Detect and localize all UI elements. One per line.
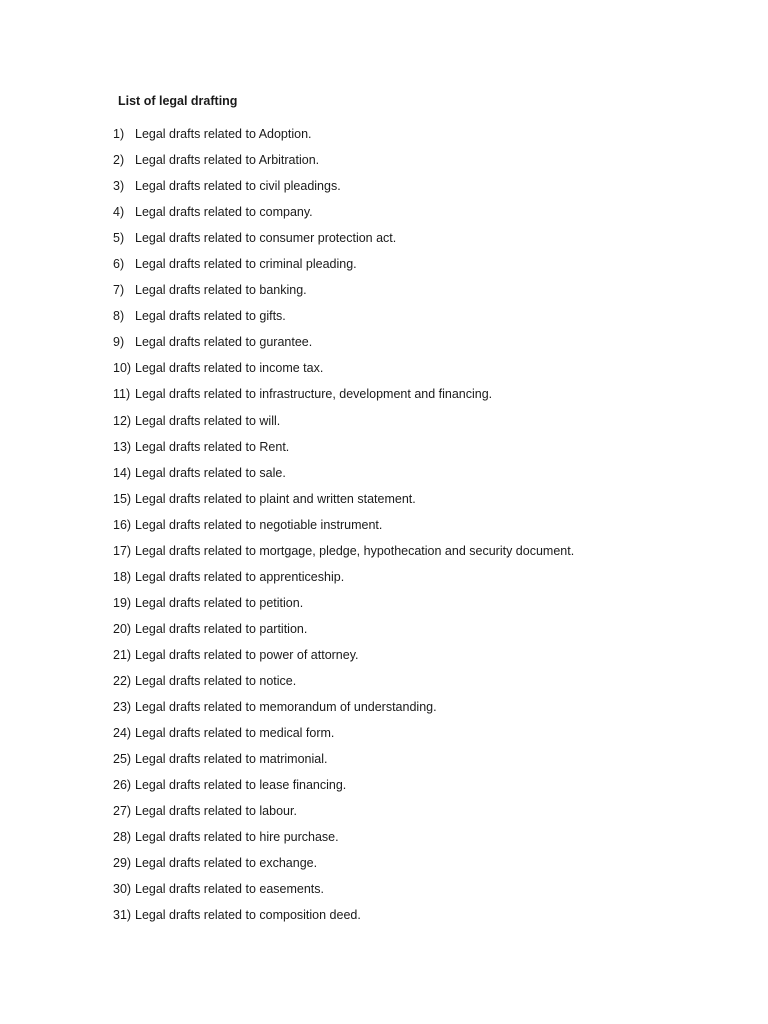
- list-item: [113, 907, 574, 933]
- list-item: [113, 621, 574, 647]
- list-item-text: Legal drafts related to petition.: [135, 595, 304, 610]
- list-item-number: 5): [113, 231, 125, 246]
- list-item-text: Legal drafts related to income tax.: [135, 361, 324, 376]
- list-item: [113, 152, 574, 178]
- list-item-number: 22): [113, 673, 132, 688]
- list-item-text: Legal drafts related to easements.: [135, 882, 325, 897]
- list-item-text: Legal drafts related to labour.: [135, 804, 297, 819]
- list-item-number: 8): [113, 309, 125, 324]
- list-item: [113, 465, 574, 491]
- list-item-number: 16): [113, 517, 132, 532]
- list-item: [113, 282, 574, 308]
- list-item-text: Legal drafts related to Adoption.: [135, 127, 312, 141]
- list-item: [113, 386, 574, 412]
- list-item-text: Legal drafts related to medical form.: [135, 726, 335, 741]
- list-item: [113, 360, 574, 386]
- list-item: [113, 413, 574, 439]
- list-item-text: Legal drafts related to consumer protection act.: [135, 231, 397, 246]
- list-item-number: 3): [113, 179, 125, 194]
- list-item-number: 9): [113, 335, 125, 350]
- list-item: [113, 881, 574, 907]
- list-item-text: Legal drafts related to memorandum of understanding.: [135, 700, 437, 715]
- list-item-text: Legal drafts related to lease financing.: [135, 778, 347, 793]
- list-item-text: Legal drafts related to matrimonial.: [135, 752, 328, 767]
- list-item-number: 12): [113, 413, 132, 428]
- list-item-number: 19): [113, 595, 132, 610]
- list-item-text: Legal drafts related to infrastructure, development and financing.: [135, 387, 493, 402]
- list-item-text: Legal drafts related to hire purchase.: [135, 830, 339, 845]
- list-item: [113, 204, 574, 230]
- list-item-text: Legal drafts related to banking.: [135, 283, 307, 298]
- list-item: [113, 543, 574, 569]
- list-item-number: 1): [113, 127, 125, 141]
- list-item: [113, 829, 574, 855]
- list-item-number: 17): [113, 543, 132, 558]
- list-item: [113, 569, 574, 595]
- list-item-text: Legal drafts related to apprenticeship.: [135, 569, 345, 584]
- list-item-text: Legal drafts related to partition.: [135, 621, 308, 636]
- list-item-number: 27): [113, 804, 132, 819]
- list-item: [113, 855, 574, 881]
- list-item: [113, 751, 574, 777]
- list-item-text: Legal drafts related to civil pleadings.: [135, 179, 341, 194]
- list-item: [113, 803, 574, 829]
- list-item-number: 2): [113, 153, 125, 168]
- list-item-text: Legal drafts related to Arbitration.: [135, 153, 320, 168]
- list-item: [113, 178, 574, 204]
- list-item-number: 31): [113, 908, 132, 923]
- list-item-text: Legal drafts related to mortgage, pledge, hypothecation and security document.: [135, 543, 575, 558]
- list-item-text: Legal drafts related to company.: [135, 205, 313, 220]
- list-item-text: Legal drafts related to criminal pleading.: [135, 257, 357, 272]
- document-title: List of legal drafting: [118, 94, 238, 108]
- list-item-text: Legal drafts related to gurantee.: [135, 335, 313, 350]
- list-item-number: 24): [113, 726, 132, 741]
- list-item-number: 13): [113, 439, 132, 454]
- list-item-number: 15): [113, 491, 132, 506]
- list-item: [113, 439, 574, 465]
- list-item-text: Legal drafts related to exchange.: [135, 856, 318, 871]
- list-item: [113, 777, 574, 803]
- list-item-text: Legal drafts related to sale.: [135, 465, 286, 480]
- list-item-number: 11): [113, 387, 131, 402]
- list-item-number: 20): [113, 621, 132, 636]
- list-item: [113, 491, 574, 517]
- list-item-number: 25): [113, 752, 132, 767]
- list-item-number: 21): [113, 647, 132, 662]
- list-item: [113, 256, 574, 282]
- list-item: [113, 517, 574, 543]
- list-item-number: 30): [113, 882, 132, 897]
- list-item-number: 28): [113, 830, 132, 845]
- list-item-number: 6): [113, 257, 125, 272]
- list-item: [113, 230, 574, 256]
- list-item-text: Legal drafts related to will.: [135, 413, 281, 428]
- list-item-text: Legal drafts related to notice.: [135, 673, 297, 688]
- list-item-number: 7): [113, 283, 125, 298]
- list-item-text: Legal drafts related to plaint and written statement.: [135, 491, 416, 506]
- list-item-number: 29): [113, 856, 132, 871]
- list-item-text: Legal drafts related to Rent.: [135, 439, 290, 454]
- list-item: [113, 699, 574, 725]
- list-item: [113, 673, 574, 699]
- list-item: [113, 725, 574, 751]
- list-item-number: 18): [113, 569, 132, 584]
- list-item: [113, 334, 574, 360]
- list-item-number: 14): [113, 465, 132, 480]
- drafts-list: [113, 126, 574, 933]
- list-item-text: Legal drafts related to gifts.: [135, 309, 286, 324]
- list-item-number: 4): [113, 205, 125, 220]
- list-item-text: Legal drafts related to composition deed.: [135, 908, 361, 923]
- list-item: [113, 595, 574, 621]
- list-item: [113, 126, 574, 152]
- list-item-text: Legal drafts related to negotiable instrument.: [135, 517, 383, 532]
- list-item-number: 23): [113, 700, 132, 715]
- list-item-number: 10): [113, 361, 132, 376]
- list-item-text: Legal drafts related to power of attorney.: [135, 647, 359, 662]
- list-item: [113, 647, 574, 673]
- list-item: [113, 308, 574, 334]
- list-item-number: 26): [113, 778, 132, 793]
